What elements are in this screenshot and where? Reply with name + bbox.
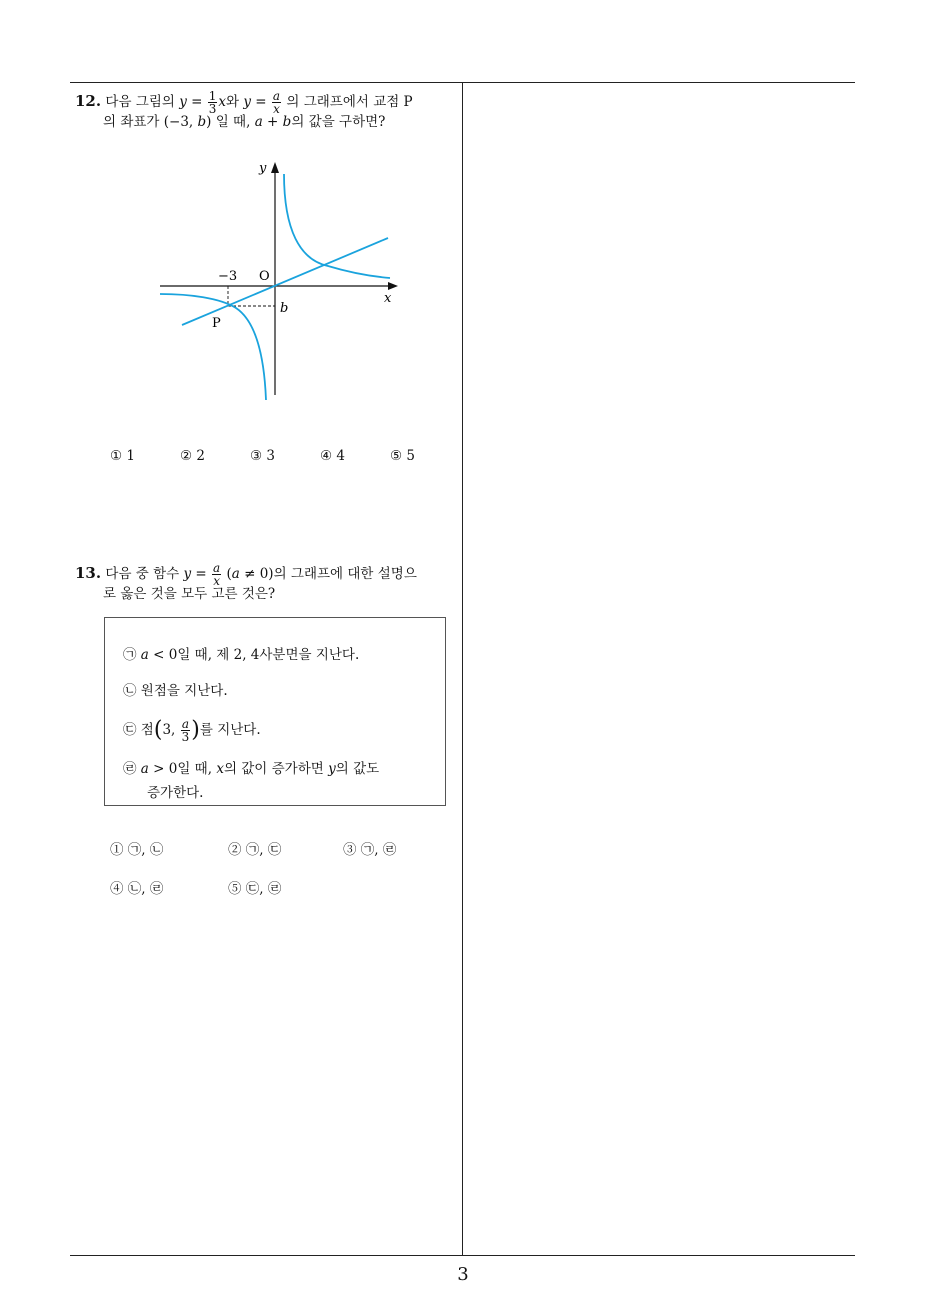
b-label: b [280, 301, 289, 316]
origin-label: O [259, 269, 270, 284]
q13-frac-a-x: $\frac{a}{x}$ [213, 561, 221, 588]
y-axis-label: y [259, 161, 267, 176]
s4-mark: ㉣ [123, 761, 137, 777]
column-divider [462, 82, 463, 1256]
y-axis-arrow [271, 162, 279, 173]
page-number: 3 [457, 1264, 469, 1285]
q12-text-2: 와 [226, 94, 240, 110]
bottom-rule [70, 1255, 855, 1256]
question-12 [75, 90, 460, 133]
q12-text-line2-b: ) 일 때, [206, 114, 251, 130]
q12-text-line2-c: 의 값을 구하면? [291, 114, 386, 130]
q13-line1: 13. 다음 중 함수 y = $\frac{a}{x}$ (a ≠ 0)의 그래프에 대한 설명으 [75, 561, 417, 588]
q13-text-1: 다음 중 함수 [105, 566, 180, 582]
x-axis-label: x [384, 291, 392, 306]
q13-number: 13. [75, 564, 102, 582]
p-label: P [212, 316, 221, 331]
statement-1: ㉠ a < 0일 때, 제 2, 4사분면을 지난다. [123, 647, 360, 663]
q12-eq1: y [179, 94, 187, 110]
q12-eq2: y [243, 94, 251, 110]
q12-apb-b: b [282, 114, 292, 130]
s3-text-c: 를 지난다. [199, 722, 261, 738]
s4-math-a: a [140, 761, 149, 777]
q12-choice-1[interactable]: ① 1 [110, 448, 135, 464]
s4-text-c: 의 값도 [335, 761, 380, 777]
q13-text-2: 의 그래프에 대한 설명으 [273, 566, 417, 582]
q12-choice-2[interactable]: ② 2 [180, 448, 205, 464]
s2-mark: ㉡ [123, 683, 137, 699]
q12-line1: 12. 다음 그림의 y = $\frac{1}{3}$ x와 y = $\frac{a}{x}$ 의 그래프에서 교점 P [75, 89, 413, 116]
q13-choice-4[interactable]: ④ ㉡, ㉣ [110, 881, 164, 897]
s1-math: a [140, 647, 149, 663]
x-axis-arrow [388, 282, 398, 290]
s4-math-y: y [328, 761, 336, 777]
q12-choice-5[interactable]: ⑤ 5 [390, 448, 415, 464]
statement-3 [123, 718, 261, 743]
q13-choice-2[interactable]: ② ㉠, ㉢ [228, 842, 282, 858]
statement-4: ㉣ a > 0일 때, x의 값이 증가하면 y의 값도 [123, 761, 380, 777]
s3-paren-open: ( [153, 717, 163, 743]
neg3-label: −3 [218, 269, 238, 284]
q13-y: y [183, 566, 192, 582]
s3-mark: ㉢ [123, 722, 137, 738]
question-13 [75, 562, 460, 605]
q12-b: b [197, 114, 207, 130]
s2-text: 원점을 지난다. [140, 683, 228, 699]
q12-number: 12. [75, 92, 102, 110]
q12-text-1: 다음 그림의 [105, 94, 175, 110]
s4-text-a: 일 때, [177, 761, 213, 777]
q13-a: a [231, 566, 240, 582]
q13-choice-3[interactable]: ③ ㉠, ㉣ [343, 842, 397, 858]
q12-text-3: 의 그래프에서 교점 P [286, 94, 413, 110]
s1-text: 일 때, 제 2, 4사분면을 지난다. [177, 647, 360, 663]
q12-text-line2-a: 의 좌표가 (−3, [103, 114, 194, 130]
q12-frac-one-third: $\frac{1}{3}$ [208, 89, 217, 116]
hyperbola-branch-3 [160, 294, 266, 400]
s4-math-x: x [216, 761, 224, 777]
s3-frac-a-3: $\frac{a}{3}$ [181, 717, 190, 744]
hyperbola-branch-1 [284, 174, 390, 278]
s3-text-b: 3, [162, 722, 176, 738]
q12-choice-3[interactable]: ③ 3 [250, 448, 275, 464]
q12-frac-a-x: $\frac{a}{x}$ [272, 89, 281, 116]
statement-4-line2: 증가한다. [147, 785, 204, 801]
q13-statement-box [104, 617, 446, 806]
s3-paren-close: ) [191, 717, 200, 743]
statement-2 [123, 680, 228, 702]
q13-choice-5[interactable]: ⑤ ㉢, ㉣ [228, 881, 282, 897]
q12-apb: a [254, 114, 263, 130]
s4-text-b: 의 값이 증가하면 [223, 761, 324, 777]
q12-choice-4[interactable]: ④ 4 [320, 448, 345, 464]
q12-graph [150, 150, 410, 410]
q13-line2: 로 옳은 것을 모두 고른 것은? [103, 586, 276, 602]
q12-line2: 의 좌표가 (−3, b) 일 때, a + b의 값을 구하면? [103, 114, 386, 130]
q13-choice-1[interactable]: ① ㉠, ㉡ [110, 842, 164, 858]
s1-mark: ㉠ [123, 647, 137, 663]
q12-x: x [218, 94, 227, 110]
s3-text-a: 점 [140, 722, 154, 738]
